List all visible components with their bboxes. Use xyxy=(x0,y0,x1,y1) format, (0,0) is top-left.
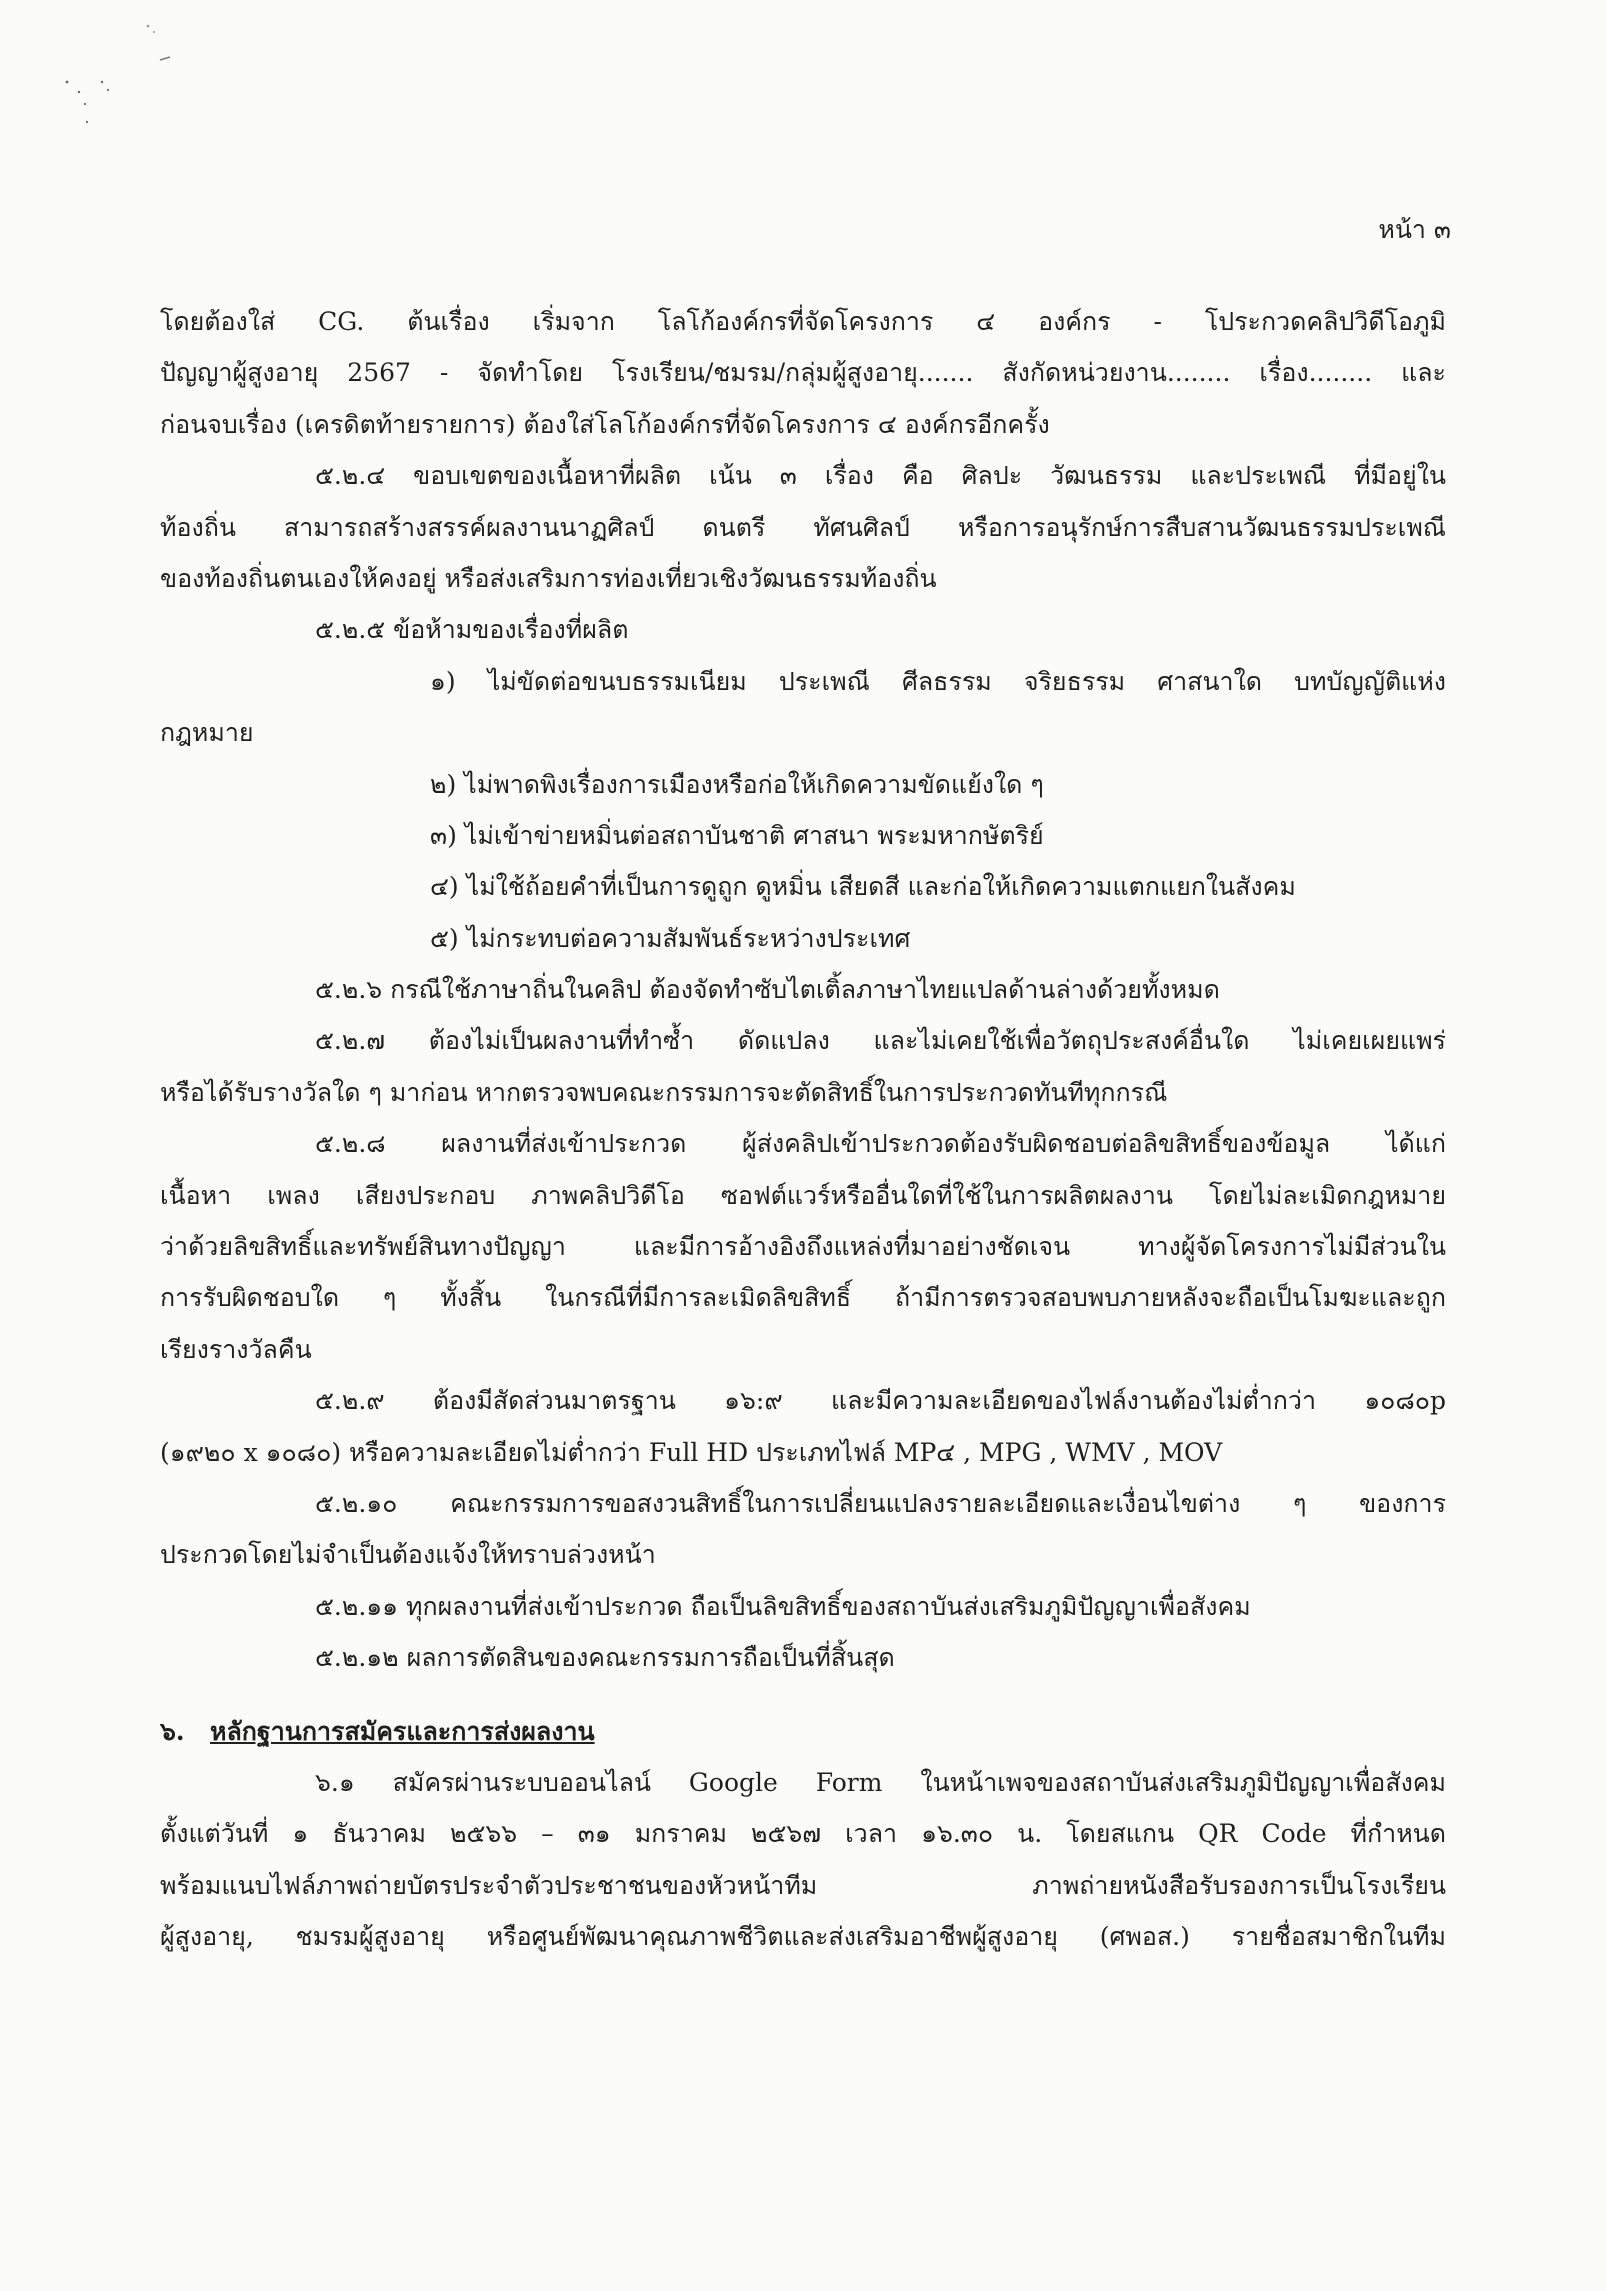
text-line: ๑) ไม่ขัดต่อขนบธรรมเนียม ประเพณี ศีลธรรม จริยธรรม ศาสนาใด บทบัญญัติแห่ง xyxy=(430,666,1446,696)
text-line: ๕.๒.๘ ผลงานที่ส่งเข้าประกวด ผู้ส่งคลิปเข้าประกวดต้องรับผิดชอบต่อลิขสิทธิ์ของข้อมูล ได้แก่ xyxy=(315,1129,1446,1159)
text-line: เนื้อหา เพลง เสียงประกอบ ภาพคลิปวิดีโอ ซอฟต์แวร์หรืออื่นใดที่ใช้ในการผลิตผลงาน โดยไม่ละเมิดกฎหมาย xyxy=(160,1180,1446,1210)
text-line: ของท้องถิ่นตนเองให้คงอยู่ หรือส่งเสริมการท่องเที่ยวเชิงวัฒนธรรมท้องถิ่น xyxy=(160,563,937,593)
body-paragraphs xyxy=(160,296,1446,1684)
text-line: หรือได้รับรางวัลใด ๆ มาก่อน หากตรวจพบคณะกรรมการจะตัดสิทธิ์ในการประกวดทันทีทุกกรณี xyxy=(160,1077,1168,1107)
text-line: พร้อมแนบไฟล์ภาพถ่ายบัตรประจำตัวประชาชนของหัวหน้าทีม ภาพถ่ายหนังสือรับรองการเป็นโรงเรียน xyxy=(160,1870,1446,1900)
text-line: การรับผิดชอบใด ๆ ทั้งสิ้น ในกรณีที่มีการละเมิดลิขสิทธิ์ ถ้ามีการตรวจสอบพบภายหลังจะถือเป็นโมฆะและถูก xyxy=(160,1283,1446,1313)
text-line: ๕.๒.๗ ต้องไม่เป็นผลงานที่ทำซ้ำ ดัดแปลง และไม่เคยใช้เพื่อวัตถุประสงค์อื่นใด ไม่เคยเผยแพร่ xyxy=(315,1026,1446,1056)
text-line: ๕.๒.๙ ต้องมีสัดส่วนมาตรฐาน ๑๖:๙ และมีความละเอียดของไฟล์งานต้องไม่ต่ำกว่า ๑๐๘๐p xyxy=(315,1386,1446,1416)
text-line: ๕.๒.๔ ขอบเขตของเนื้อหาที่ผลิต เน้น ๓ เรื่อง คือ ศิลปะ วัฒนธรรม และประเพณี ที่มีอยู่ใน xyxy=(315,461,1446,491)
scan-noise-marks xyxy=(30,20,190,150)
text-line: ๒) ไม่พาดพิงเรื่องการเมืองหรือก่อให้เกิดความขัดแย้งใด ๆ xyxy=(430,769,1044,799)
section-6-body xyxy=(160,1757,1446,1963)
text-line: ท้องถิ่น สามารถสร้างสรรค์ผลงานนาฏศิลป์ ดนตรี ทัศนศิลป์ หรือการอนุรักษ์การสืบสานวัฒนธรรมประเพณี xyxy=(160,512,1446,542)
text-line: ๕.๒.๖ กรณีใช้ภาษาถิ่นในคลิป ต้องจัดทำซับไตเติ้ลภาษาไทยแปลด้านล่างด้วยทั้งหมด xyxy=(315,975,1220,1005)
text-line: ๕.๒.๕ ข้อห้ามของเรื่องที่ผลิต xyxy=(315,615,629,645)
text-line: ตั้งแต่วันที่ ๑ ธันวาคม ๒๕๖๖ – ๓๑ มกราคม ๒๕๖๗ เวลา ๑๖.๓๐ น. โดยสแกน QR Code ที่กำหนด xyxy=(160,1819,1446,1849)
text-line: ก่อนจบเรื่อง (เครดิตท้ายรายการ) ต้องใส่โลโก้องค์กรที่จัดโครงการ ๔ องค์กรอีกครั้ง xyxy=(160,409,1050,439)
text-line: ๖.๑ สมัครผ่านระบบออนไลน์ Google Form ในหน้าเพจของสถาบันส่งเสริมภูมิปัญญาเพื่อสังคม xyxy=(315,1767,1446,1797)
text-line: ว่าด้วยลิขสิทธิ์และทรัพย์สินทางปัญญา และมีการอ้างอิงถึงแหล่งที่มาอย่างชัดเจน ทางผู้จัดโครงการไม่มีส่วนใน xyxy=(160,1232,1446,1262)
text-line: กฎหมาย xyxy=(160,718,254,748)
text-line: ๕.๒.๑๐ คณะกรรมการขอสงวนสิทธิ์ในการเปลี่ยนแปลงรายละเอียดและเงื่อนไขต่าง ๆ ของการ xyxy=(315,1488,1446,1518)
text-line: ๓) ไม่เข้าข่ายหมิ่นต่อสถาบันชาติ ศาสนา พระมหากษัตริย์ xyxy=(430,820,1044,850)
text-line: ๔) ไม่ใช้ถ้อยคำที่เป็นการดูถูก ดูหมิ่น เสียดสี และก่อให้เกิดความแตกแยกในสังคม xyxy=(430,872,1296,902)
document-body xyxy=(160,296,1446,1963)
section-6-title: หลักฐานการสมัครและการส่งผลงาน xyxy=(210,1716,595,1746)
text-line: ๕.๒.๑๑ ทุกผลงานที่ส่งเข้าประกวด ถือเป็นลิขสิทธิ์ของสถาบันส่งเสริมภูมิปัญญาเพื่อสังคม xyxy=(315,1591,1251,1621)
text-line: (๑๙๒๐ x ๑๐๘๐) หรือความละเอียดไม่ต่ำกว่า Full HD ประเภทไฟล์ MP๔ , MPG , WMV , MOV xyxy=(160,1437,1223,1467)
text-line: ประกวดโดยไม่จำเป็นต้องแจ้งให้ทราบล่วงหน้า xyxy=(160,1540,656,1570)
text-line: โดยต้องใส่ CG. ต้นเรื่อง เริ่มจาก โลโก้องค์กรที่จัดโครงการ ๔ องค์กร - โประกวดคลิปวิดีโอภูมิ xyxy=(160,307,1446,336)
text-line: ปัญญาผู้สูงอายุ 2567 - จัดทำโดย โรงเรียน/ชมรม/กลุ่มผู้สูงอายุ....... สังกัดหน่วยงาน........ เรื่อง........ และ xyxy=(160,358,1446,388)
page-number: หน้า ๓ xyxy=(1378,215,1451,244)
text-line: เรียงรางวัลคืน xyxy=(160,1334,312,1364)
section-6-number: ๖. xyxy=(160,1716,185,1746)
text-line: ๕.๒.๑๒ ผลการตัดสินของคณะกรรมการถือเป็นที่สิ้นสุด xyxy=(315,1643,895,1673)
text-line: ๕) ไม่กระทบต่อความสัมพันธ์ระหว่างประเทศ xyxy=(430,923,911,953)
section-6-heading xyxy=(160,1706,1446,1757)
text-line: ผู้สูงอายุ, ชมรมผู้สูงอายุ หรือศูนย์พัฒนาคุณภาพชีวิตและส่งเสริมอาชีพผู้สูงอายุ (ศพอส.) รายชื่อสมาชิกในทีม xyxy=(160,1922,1446,1952)
